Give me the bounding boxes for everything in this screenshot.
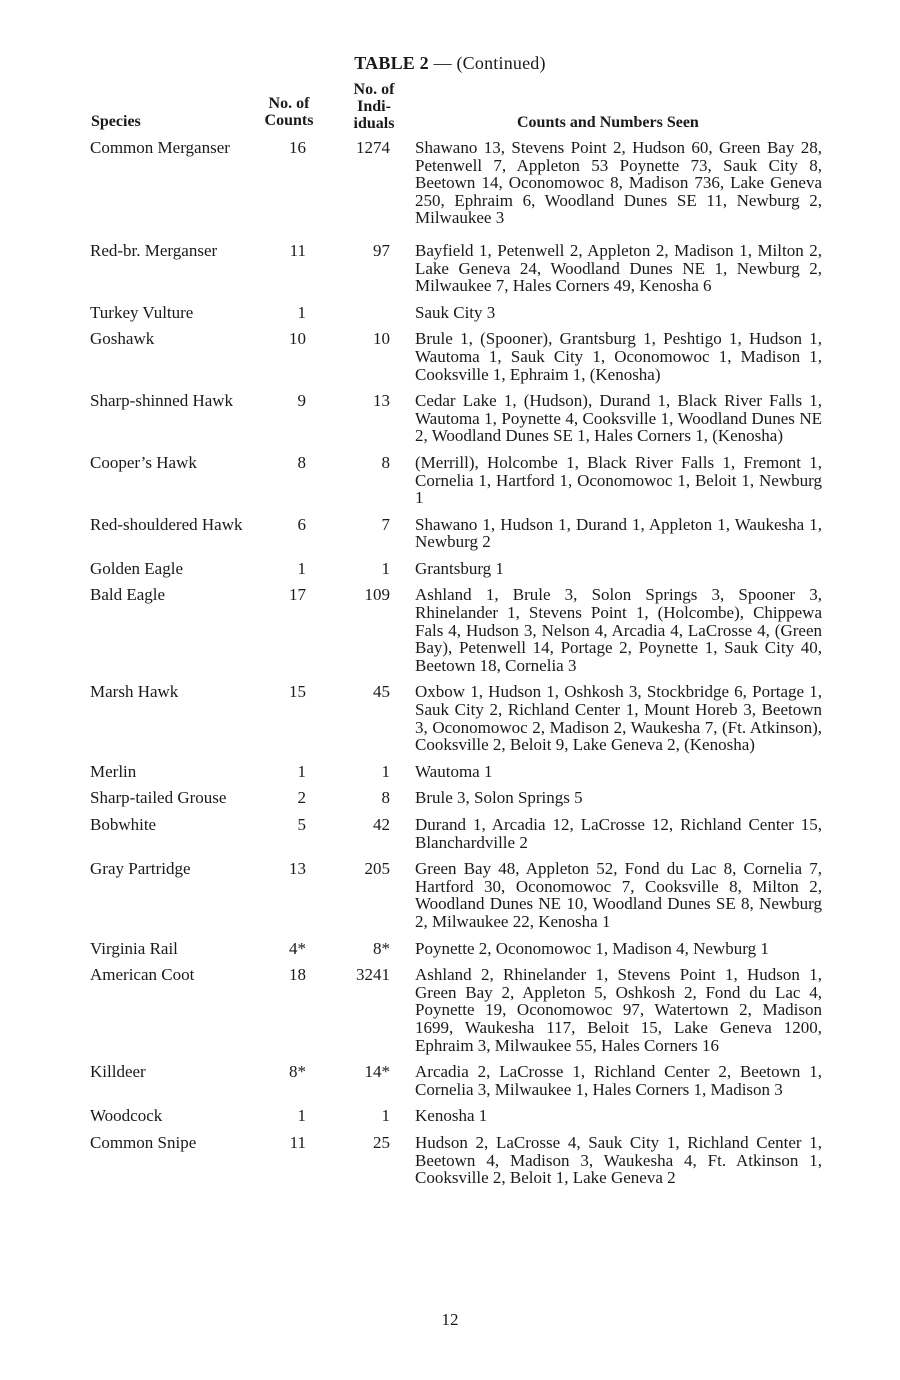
number-of-counts: 1	[297, 1106, 306, 1126]
header-no-of-individuals	[346, 81, 402, 132]
counts-and-numbers-seen: Shawano 1, Hudson 1, Durand 1, Appleton 1, Waukesha 1, Newburg 2	[415, 514, 822, 552]
page-number: 12	[441, 1310, 459, 1329]
species-name: Gray Partridge	[90, 859, 191, 879]
number-of-individuals: 97	[373, 240, 390, 260]
header-no-of-counts	[258, 95, 320, 129]
header-counts-and-numbers-seen: Counts and Numbers Seen	[517, 114, 699, 131]
number-of-counts: 10	[289, 329, 306, 349]
table-row	[0, 516, 900, 551]
species-name: Turkey Vulture	[90, 302, 194, 322]
species-name: Golden Eagle	[90, 558, 183, 578]
species-name: American Coot	[90, 965, 195, 985]
table-row	[0, 763, 900, 781]
species-name: Red-br. Merganser	[90, 240, 218, 260]
number-of-individuals: 1274	[356, 138, 390, 157]
header-species: Species	[91, 113, 141, 130]
species-name: Woodcock	[90, 1106, 163, 1126]
species-name: Marsh Hawk	[90, 682, 179, 702]
number-of-counts: 8*	[289, 1062, 306, 1082]
header-indiv-line1: No. of	[353, 81, 395, 98]
species-name: Common Snipe	[90, 1132, 197, 1152]
number-of-counts: 11	[289, 240, 306, 260]
species-name: Red-shouldered Hawk	[90, 514, 243, 534]
number-of-counts: 17	[289, 585, 306, 605]
table-title	[0, 53, 900, 74]
counts-and-numbers-seen: Kenosha 1	[415, 1106, 488, 1126]
counts-and-numbers-seen: Ashland 2, Rhinelander 1, Stevens Point 1, Hudson 1, Green Bay 2, Appleton 5, Oshkosh 2, Fond du Lac 4, Poynette 19, Oconomowoc 97, Watertown 2, Madison 1699, Waukesha 117, Beloit 15, Lake Geneva 1200, Ephraim 3, Milwaukee 55, Hales Corners 16	[415, 965, 822, 1055]
table-row	[0, 683, 900, 753]
number-of-individuals: 45	[373, 682, 390, 702]
table-row	[0, 816, 900, 851]
species-name: Killdeer	[90, 1062, 146, 1082]
number-of-individuals: 10	[373, 329, 390, 349]
number-of-counts: 8	[297, 452, 306, 472]
number-of-individuals: 42	[373, 815, 390, 834]
table-row	[0, 392, 900, 445]
number-of-individuals: 7	[381, 514, 390, 534]
header-indiv-line2: Indi-	[357, 98, 391, 115]
number-of-individuals: 8	[381, 452, 390, 472]
header-counts-line1: No. of	[268, 95, 310, 112]
counts-and-numbers-seen: Cedar Lake 1, (Hudson), Durand 1, Black River Falls 1, Wautoma 1, Poynette 4, Cooksville 1, Woodland Dunes NE 2, Woodland Dunes SE 1, Hales Corners 1, (Kenosha)	[415, 391, 822, 446]
number-of-counts: 4*	[289, 938, 306, 958]
table-row	[0, 330, 900, 383]
counts-and-numbers-seen: Bayfield 1, Petenwell 2, Appleton 2, Madison 1, Milton 2, Lake Geneva 24, Woodland Dunes NE 1, Newburg 2, Milwaukee 7, Hales Corners 49, Kenosha 6	[415, 240, 822, 296]
counts-and-numbers-seen: Ashland 1, Brule 3, Solon Springs 3, Spooner 3, Rhinelander 1, Stevens Point 1, (Holcombe), Chippewa Fals 4, Hudson 3, Nelson 4, Arcadia 4, LaCrosse 4, (Green Bay), Petenwell 14, Portage 2, Poynette 1, Sauk City 40, Beetown 18, Cornelia 3	[415, 585, 822, 675]
table-title-suffix: — (Continued)	[428, 53, 546, 73]
table-row	[0, 454, 900, 507]
species-name: Virginia Rail	[90, 938, 178, 958]
counts-and-numbers-seen: Oxbow 1, Hudson 1, Oshkosh 3, Stockbridge 6, Portage 1, Sauk City 2, Richland Center 1, Mount Horeb 3, Beetown 3, Oconomowoc 2, Madison 2, Waukesha 7, (Ft. Atkinson), Cooksville 2, Beloit 9, Lake Geneva 2, (Kenosha)	[415, 682, 822, 755]
table-row	[0, 304, 900, 322]
number-of-counts: 13	[289, 859, 306, 879]
number-of-counts: 18	[289, 965, 306, 985]
number-of-counts: 5	[297, 815, 306, 834]
counts-and-numbers-seen: Arcadia 2, LaCrosse 1, Richland Center 2, Beetown 1, Cornelia 3, Milwaukee 1, Hales Corners 1, Madison 3	[415, 1062, 822, 1099]
number-of-individuals: 8*	[373, 938, 390, 958]
counts-and-numbers-seen: (Merrill), Holcombe 1, Black River Falls 1, Fremont 1, Cornelia 1, Hartford 1, Oconomowoc 1, Beloit 1, Newburg 1	[415, 452, 822, 508]
number-of-individuals: 3241	[356, 965, 390, 985]
table-row	[0, 1107, 900, 1125]
number-of-counts: 2	[297, 788, 306, 808]
table-row	[0, 1134, 900, 1187]
table-row	[0, 560, 900, 578]
table-row	[0, 940, 900, 958]
table-row	[0, 139, 900, 227]
species-name: Bald Eagle	[90, 585, 166, 605]
species-name: Bobwhite	[90, 815, 157, 834]
species-name: Merlin	[90, 761, 137, 781]
counts-and-numbers-seen: Shawano 13, Stevens Point 2, Hudson 60, Green Bay 28, Petenwell 7, Appleton 53 Poynette 73, Sauk City 8, Beetown 14, Oconomowoc 8, Madison 736, Lake Geneva 250, Ephraim 6, Woodland Dunes SE 11, Newburg 2, Milwaukee 3	[415, 138, 822, 228]
counts-and-numbers-seen: Brule 3, Solon Springs 5	[415, 788, 583, 808]
table-row	[0, 586, 900, 674]
number-of-individuals: 1	[381, 761, 390, 781]
number-of-individuals: 205	[364, 859, 390, 879]
species-name: Goshawk	[90, 329, 155, 349]
counts-and-numbers-seen: Durand 1, Arcadia 12, LaCrosse 12, Richland Center 15, Blanchardville 2	[415, 815, 822, 852]
counts-and-numbers-seen: Wautoma 1	[415, 761, 493, 781]
species-name: Sharp-shinned Hawk	[90, 391, 234, 411]
table-row	[0, 966, 900, 1054]
counts-and-numbers-seen: Brule 1, (Spooner), Grantsburg 1, Peshtigo 1, Hudson 1, Wautoma 1, Sauk City 1, Oconomowoc 1, Madison 1, Cooksville 1, Ephraim 1, (Kenosha)	[415, 329, 822, 384]
table-row	[0, 789, 900, 807]
number-of-counts: 1	[297, 761, 306, 781]
number-of-individuals: 8	[381, 788, 390, 808]
number-of-individuals: 1	[381, 558, 390, 578]
table-title-number: TABLE 2	[354, 53, 429, 73]
counts-and-numbers-seen: Poynette 2, Oconomowoc 1, Madison 4, Newburg 1	[415, 938, 769, 958]
species-name: Sharp-tailed Grouse	[90, 788, 227, 808]
number-of-individuals: 109	[364, 585, 390, 605]
counts-and-numbers-seen: Grantsburg 1	[415, 558, 504, 578]
species-table	[0, 139, 900, 1196]
number-of-counts: 1	[297, 302, 306, 322]
number-of-individuals: 25	[373, 1132, 390, 1152]
species-name: Common Merganser	[90, 138, 230, 157]
counts-and-numbers-seen: Sauk City 3	[415, 302, 496, 322]
number-of-counts: 15	[289, 682, 306, 702]
counts-and-numbers-seen: Hudson 2, LaCrosse 4, Sauk City 1, Richland Center 1, Beetown 4, Madison 3, Waukesha 4, Ft. Atkinson 1, Cooksville 2, Beloit 1, Lake Geneva 2	[415, 1132, 822, 1188]
number-of-individuals: 13	[373, 391, 390, 411]
species-name: Cooper’s Hawk	[90, 452, 197, 472]
number-of-counts: 6	[297, 514, 306, 534]
table-row	[0, 1063, 900, 1098]
number-of-counts: 16	[289, 138, 306, 157]
number-of-individuals: 14*	[364, 1062, 390, 1082]
number-of-counts: 1	[297, 558, 306, 578]
table-row	[0, 242, 900, 295]
table-row	[0, 860, 900, 930]
header-indiv-line3: iduals	[353, 115, 395, 132]
counts-and-numbers-seen: Green Bay 48, Appleton 52, Fond du Lac 8, Cornelia 7, Hartford 30, Oconomowoc 7, Cooksville 8, Milton 2, Woodland Dunes NE 10, Woodland Dunes SE 8, Newburg 2, Milwaukee 22, Kenosha 1	[415, 859, 822, 931]
header-counts-line2: Counts	[264, 112, 314, 129]
number-of-individuals: 1	[381, 1106, 390, 1126]
number-of-counts: 11	[289, 1132, 306, 1152]
number-of-counts: 9	[297, 391, 306, 411]
